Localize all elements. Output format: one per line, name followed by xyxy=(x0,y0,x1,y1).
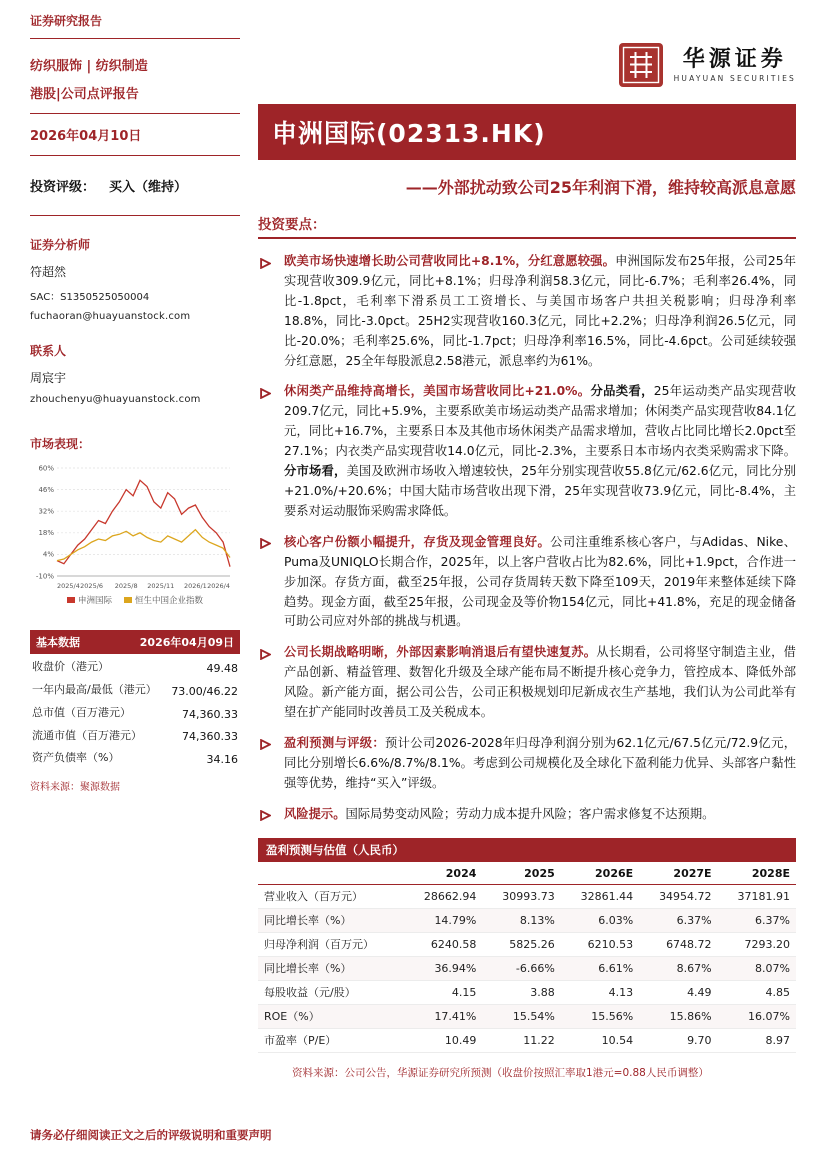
value-cell: 10.54 xyxy=(561,1028,639,1052)
legend-swatch xyxy=(124,597,132,603)
brand-seal-icon xyxy=(618,42,664,88)
value-cell: 8.07% xyxy=(718,956,796,980)
basic-data-value: 49.48 xyxy=(206,661,238,675)
brand-name-en: HUAYUAN SECURITIES xyxy=(673,74,796,84)
basic-data-label: 收盘价（港元） xyxy=(32,660,109,673)
forecast-table xyxy=(258,862,796,1053)
legend-item xyxy=(124,594,203,606)
bullet-item xyxy=(258,382,796,521)
value-cell: 4.85 xyxy=(718,980,796,1004)
table-source: 资料来源：公司公告，华源证券研究所预测（收盘价按照汇率取1港元=0.88人民币调整） xyxy=(292,1066,709,1079)
value-cell: 4.49 xyxy=(639,980,717,1004)
value-cell: 10.49 xyxy=(404,1028,482,1052)
basic-data-value: 73.00/46.22 xyxy=(171,684,238,698)
table-col-header: 2025 xyxy=(482,862,560,885)
report-date: 2026年04月10日 xyxy=(30,129,142,144)
value-cell: 16.07% xyxy=(718,1004,796,1028)
bullet-text: 申洲国际发布25年报，公司25年实现营收309.9亿元，同比+8.1%；归母净利润58.3亿元，同比-6.7%；毛利率26.4%，同比-1.8pct，毛利率下滑系员工工资增长、与美国市场客户共担关税影响；归母净利率18.8%，同比-3.0pct。25H2实现营收160.3亿元，同比+2.2%；归母净利润26.5亿元，同比-20.0%；毛利率25.6%，同比-1.7pct；归母净利率16.5%，同比-4.6pct。公司延续较强分红意愿，25全年每股派息2.58港元，派息率约为61%。 xyxy=(284,254,796,368)
table-col-header xyxy=(258,862,404,885)
analyst-email[interactable]: fuchaoran@huayuanstock.com xyxy=(30,311,191,322)
basic-data-value: 34.16 xyxy=(206,753,238,767)
svg-text:2026/1: 2026/1 xyxy=(183,582,207,590)
value-cell: 6.03% xyxy=(561,908,639,932)
svg-text:2025/8: 2025/8 xyxy=(114,582,138,590)
value-cell: 32861.44 xyxy=(561,884,639,908)
value-cell: 15.86% xyxy=(639,1004,717,1028)
basic-data-row xyxy=(30,723,240,746)
svg-text:2025/4: 2025/4 xyxy=(57,582,80,590)
table-col-header: 2024 xyxy=(404,862,482,885)
value-cell: 15.56% xyxy=(561,1004,639,1028)
divider xyxy=(30,38,240,39)
bullet-text: 从长期看，公司将坚守制造主业，借产品创新、精益管理、数智化升级及全球产能布局不断提升核心竞争力，管控成本、降低外部风险。新产能方面，据公司公告，公司正积极规划印尼新成衣生产基地，我们认为公司此举有望在扩产能同时改善员工及关税成本。 xyxy=(284,645,796,720)
svg-text:-10%: -10% xyxy=(35,572,54,581)
row-label-cell: 市盈率（P/E） xyxy=(258,1028,404,1052)
basic-data-row xyxy=(30,700,240,723)
svg-text:18%: 18% xyxy=(38,529,54,538)
value-cell: 6.37% xyxy=(718,908,796,932)
sidebar xyxy=(30,12,240,793)
table-row xyxy=(258,1028,796,1052)
bullet-text: 风险提示。 xyxy=(284,806,346,821)
basic-data-label: 一年内最高/最低（港元） xyxy=(32,682,157,696)
forecast-table-title: 盈利预测与估值（人民币） xyxy=(258,838,796,862)
bullet-text: 核心客户份额小幅提升，存货及现金管理良好。 xyxy=(284,534,551,549)
bullet-list xyxy=(258,252,796,825)
table-row xyxy=(258,956,796,980)
value-cell: 3.88 xyxy=(482,980,560,1004)
svg-text:2025/11: 2025/11 xyxy=(147,582,175,590)
value-cell: 6.61% xyxy=(561,956,639,980)
bullet-text: 国际局势变动风险；劳动力成本提升风险；客户需求修复不达预期。 xyxy=(345,806,715,821)
table-col-header: 2026E xyxy=(561,862,639,885)
disclaimer: 请务必仔细阅读正文之后的评级说明和重要声明 xyxy=(30,1128,272,1142)
value-cell: 6.37% xyxy=(639,908,717,932)
table-row xyxy=(258,1004,796,1028)
row-label-cell: 营业收入（百万元） xyxy=(258,884,404,908)
bullet-arrow-icon xyxy=(260,386,271,406)
chart-legend xyxy=(30,594,240,606)
rating-value: 买入（维持） xyxy=(109,180,188,195)
analyst-section-label: 证券分析师 xyxy=(30,238,91,252)
brand-logo xyxy=(258,38,796,92)
table-col-header: 2027E xyxy=(639,862,717,885)
table-row xyxy=(258,980,796,1004)
value-cell: 34954.72 xyxy=(639,884,717,908)
svg-text:32%: 32% xyxy=(38,507,54,516)
legend-label: 恒生中国企业指数 xyxy=(135,596,204,606)
legend-label: 申洲国际 xyxy=(77,596,112,606)
bullet-text: 盈利预测与评级： xyxy=(284,735,386,750)
value-cell: 15.54% xyxy=(482,1004,560,1028)
table-row xyxy=(258,932,796,956)
value-cell: 7293.20 xyxy=(718,932,796,956)
bullet-item xyxy=(258,734,796,794)
report-type-label: 证券研究报告 xyxy=(30,14,103,28)
value-cell: 8.67% xyxy=(639,956,717,980)
bullet-text: 分市场看， xyxy=(284,464,347,479)
value-cell: 14.79% xyxy=(404,908,482,932)
industry-label: 纺织服饰 | 纺织制造 xyxy=(30,59,148,74)
bullet-item xyxy=(258,643,796,723)
row-label-cell: 归母净利润（百万元） xyxy=(258,932,404,956)
svg-text:2025/6: 2025/6 xyxy=(80,582,104,590)
bullet-item xyxy=(258,805,796,825)
bullet-arrow-icon xyxy=(260,808,271,828)
bullet-arrow-icon xyxy=(260,647,271,667)
contact-section-label: 联系人 xyxy=(30,344,67,358)
value-cell: 4.15 xyxy=(404,980,482,1004)
table-row xyxy=(258,884,796,908)
contact-name: 周宸宇 xyxy=(30,371,67,385)
brand-wordmark xyxy=(674,47,796,83)
divider xyxy=(30,215,240,216)
value-cell: 8.13% xyxy=(482,908,560,932)
value-cell: 5825.26 xyxy=(482,932,560,956)
value-cell: 17.41% xyxy=(404,1004,482,1028)
svg-text:60%: 60% xyxy=(38,464,54,473)
market-performance-label: 市场表现： xyxy=(30,437,91,451)
basic-data-row xyxy=(30,745,240,768)
basic-data-label: 资产负债率（%） xyxy=(32,751,120,765)
investment-rating xyxy=(30,156,240,215)
bullet-arrow-icon xyxy=(260,536,271,556)
bullet-text: 美国及欧洲市场收入增速较快，25年分别实现营收55.8亿元/62.6亿元，同比分别+21.0%/+20.6%；中国大陆市场营收出现下滑，25年实现营收73.9亿元，同比-8.4%，主要系对运动服饰采购需求降低。 xyxy=(284,464,796,518)
basic-data-value: 74,360.33 xyxy=(182,707,238,721)
category-label: 港股|公司点评报告 xyxy=(30,87,139,102)
rating-label: 投资评级： xyxy=(30,180,96,195)
analyst-name: 符超然 xyxy=(30,265,67,279)
brand-name: 华源证券 xyxy=(682,45,787,72)
value-cell: -6.66% xyxy=(482,956,560,980)
bullet-item xyxy=(258,252,796,371)
value-cell: 28662.94 xyxy=(404,884,482,908)
basic-data-table xyxy=(30,654,240,768)
value-cell: 6240.58 xyxy=(404,932,482,956)
report-subtitle: ——外部扰动致公司25年利润下滑，维持较高派息意愿 xyxy=(405,178,796,197)
main-content xyxy=(258,12,796,1080)
basic-data-header xyxy=(30,630,240,654)
basic-data-row xyxy=(30,677,240,700)
value-cell: 36.94% xyxy=(404,956,482,980)
contact-email[interactable]: zhouchenyu@huayuanstock.com xyxy=(30,394,201,405)
table-row xyxy=(258,908,796,932)
market-performance-chart xyxy=(30,462,236,592)
row-label-cell: 同比增长率（%） xyxy=(258,956,404,980)
value-cell: 11.22 xyxy=(482,1028,560,1052)
value-cell: 6748.72 xyxy=(639,932,717,956)
value-cell: 6210.53 xyxy=(561,932,639,956)
basic-data-row xyxy=(30,654,240,677)
bullet-text: 25年运动类产品实现营收209.7亿元，同比+5.9%，主要系欧美市场运动类产品需求增加；休闲类产品实现营收84.1亿元，同比+16.7%，主要系日本及其他市场休闲类产品需求增加，营收占比同比增长2.0pct至27.1%；内衣类产品实现营收14.0亿元，同比-2.3%，主要系日本市场内衣类采购需求下降。 xyxy=(284,384,796,459)
value-cell: 9.70 xyxy=(639,1028,717,1052)
row-label-cell: ROE（%） xyxy=(258,1004,404,1028)
bullet-text: 公司注重维系核心客户，与Adidas、Nike、Puma及UNIQLO长期合作，2025年，以上客户营收占比为82.6%，同比+1.9pct，合作进一步加深。存货方面，截至25年报，公司存货周转天数下降至109天，2019年来整体延续下降趋势。现金方面，截至25年报，公司现金及等价物154亿元，同比+41.8%，充足的现金储备可助公司应对外部的挑战与机遇。 xyxy=(284,534,796,629)
svg-text:4%: 4% xyxy=(42,550,54,559)
bullet-item xyxy=(258,533,796,633)
analyst-sac: SAC：S1350525050004 xyxy=(30,292,150,303)
bullet-arrow-icon xyxy=(260,256,271,276)
svg-text:46%: 46% xyxy=(38,485,54,494)
basic-data-date: 2026年04月09日 xyxy=(139,636,234,649)
basic-data-source: 资料来源：聚源数据 xyxy=(30,782,120,794)
legend-item xyxy=(67,594,112,606)
basic-data-title: 基本数据 xyxy=(36,636,80,649)
basic-data-label: 流通市值（百万港元） xyxy=(32,728,142,742)
value-cell: 30993.73 xyxy=(482,884,560,908)
bullet-arrow-icon xyxy=(260,737,271,757)
bullet-text: 公司长期战略明晰，外部因素影响消退后有望快速复苏。 xyxy=(284,645,597,660)
row-label-cell: 同比增长率（%） xyxy=(258,908,404,932)
value-cell: 8.97 xyxy=(718,1028,796,1052)
report-title: 申洲国际(02313.HK) xyxy=(258,104,796,160)
bullet-text: 欧美市场快速增长助公司营收同比+8.1%，分红意愿较强。 xyxy=(284,254,616,268)
bullet-text: 预计公司2026-2028年归母净利润分别为62.1亿元/67.5亿元/72.9亿元，同比分别增长6.6%/8.7%/8.1%。考虑到公司规模化及全球化下盈利能力优异、头部客户黏性强等优势，维持“买入”评级。 xyxy=(284,735,796,790)
bullet-text: 分品类看， xyxy=(590,384,654,399)
svg-text:2026/4: 2026/4 xyxy=(207,582,230,590)
legend-swatch xyxy=(67,597,75,603)
row-label-cell: 每股收益（元/股） xyxy=(258,980,404,1004)
table-col-header: 2028E xyxy=(718,862,796,885)
basic-data-value: 74,360.33 xyxy=(182,730,238,744)
value-cell: 4.13 xyxy=(561,980,639,1004)
value-cell: 37181.91 xyxy=(718,884,796,908)
bullet-text: 休闲类产品维持高增长，美国市场营收同比+21.0%。 xyxy=(284,384,591,399)
basic-data-label: 总市值（百万港元） xyxy=(32,705,131,719)
key-points-heading: 投资要点： xyxy=(258,213,796,239)
